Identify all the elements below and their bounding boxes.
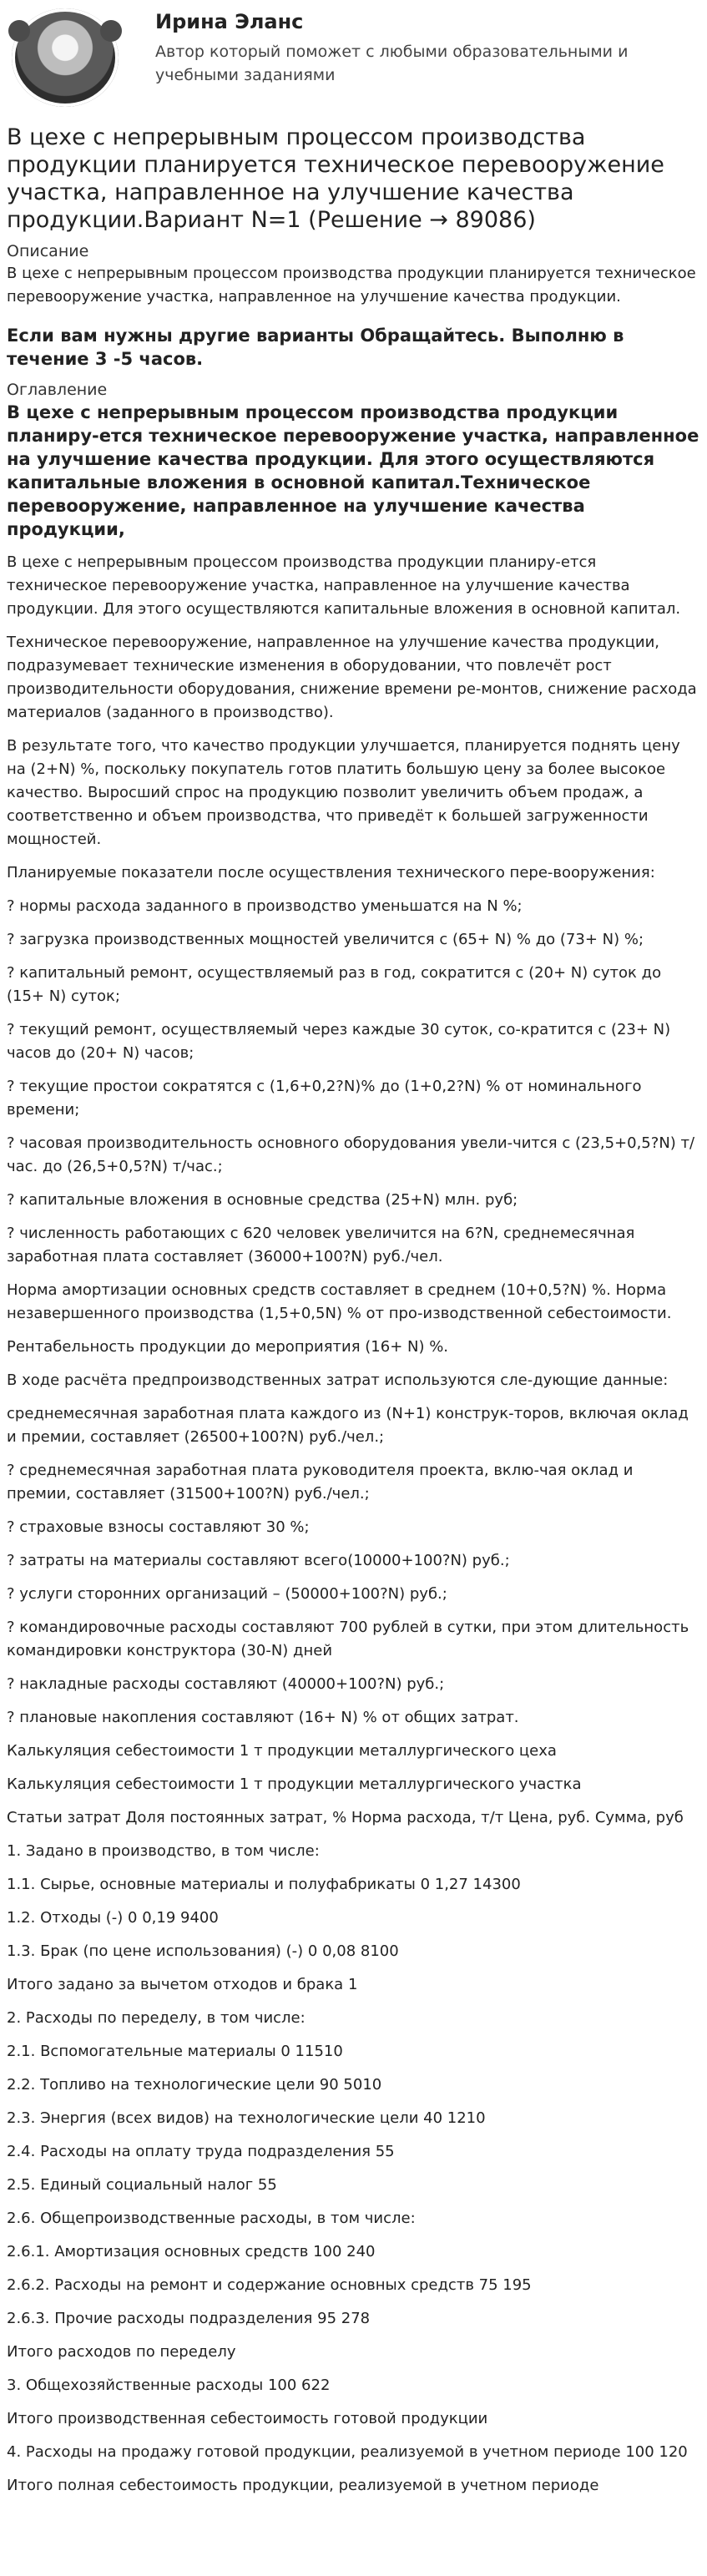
paragraph: ? капитальные вложения в основные средства (25+N) млн. руб; bbox=[7, 1191, 518, 1209]
paragraph: Итого расходов по переделу bbox=[7, 2343, 236, 2361]
description-text: В цехе с непрерывным процессом производства продукции планируется техническое перевооружение участка, направленное на улучшение качества продукции. bbox=[7, 265, 696, 306]
paragraph: 4. Расходы на продажу готовой продукции, реализуемой в учетном периоде 100 120 bbox=[7, 2443, 688, 2461]
author-avatar[interactable] bbox=[12, 8, 119, 107]
paragraph: Итого производственная себестоимость готовой продукции bbox=[7, 2410, 488, 2427]
paragraph: ? нормы расхода заданного в производство уменьшатся на N %; bbox=[7, 897, 523, 915]
paragraph: Норма амортизации основных средств составляет в среднем (10+0,5?N) %. Норма незавершенного производства (1,5+0,5N) % от про-изводственной себестоимости. bbox=[7, 1281, 672, 1322]
paragraph: Калькуляция себестоимости 1 т продукции металлургического участка bbox=[7, 1775, 582, 1793]
paragraph: ? загрузка производственных мощностей увеличится с (65+ N) % до (73+ N) %; bbox=[7, 931, 644, 948]
contact-callout: Если вам нужны другие варианты Обращайтесь. Выполню в течение 3 -5 часов. bbox=[7, 326, 624, 369]
paragraph: Рентабельность продукции до мероприятия (16+ N) %. bbox=[7, 1338, 449, 1356]
paragraph: 1.1. Сырье, основные материалы и полуфабрикаты 0 1,27 14300 bbox=[7, 1876, 521, 1893]
paragraph: 2.5. Единый социальный налог 55 bbox=[7, 2176, 277, 2194]
paragraph: ? текущий ремонт, осуществляемый через каждые 30 суток, со-кратится с (23+ N) часов до (20+ N) часов; bbox=[7, 1021, 671, 1062]
page-title: В цехе с непрерывным процессом производства продукции планируется техническое перевооружение участка, направленное на улучшение качества продукции.Вариант N=1 (Решение → 89086) bbox=[7, 124, 664, 233]
paragraph: ? среднемесячная заработная плата руководителя проекта, вклю-чая оклад и премии, составляет (31500+100?N) руб./чел.; bbox=[7, 1462, 634, 1503]
paragraph: ? текущие простои сократятся с (1,6+0,2?N)% до (1+0,2?N) % от номинального времени; bbox=[7, 1078, 642, 1119]
toc-title: В цехе с непрерывным процессом производства продукции планиру-ется техническое перевооружение участка, направленное на улучшение качества продукции. Для этого осуществляются капитальные вложения в основной капитал.Техническое перевооружение, направленное на улучшение качества продукции, bbox=[7, 402, 699, 539]
paragraph: Итого полная себестоимость продукции, реализуемой в учетном периоде bbox=[7, 2477, 599, 2494]
paragraph: 1.2. Отходы (-) 0 0,19 9400 bbox=[7, 1909, 219, 1927]
paragraph: В цехе с непрерывным процессом производства продукции планиру-ется техническое перевооружение участка, направленное на улучшение качества продукции. Для этого осуществляются капитальные вложения в основной капитал. bbox=[7, 553, 681, 618]
paragraph: 2.4. Расходы на оплату труда подразделения 55 bbox=[7, 2143, 395, 2160]
paragraph: ? часовая производительность основного оборудования увели-чится с (23,5+0,5?N) т/час. до (26,5+0,5?N) т/час.; bbox=[7, 1134, 695, 1175]
toc-label: Оглавление bbox=[7, 381, 108, 399]
paragraph: 2.6.2. Расходы на ремонт и содержание основных средств 75 195 bbox=[7, 2276, 532, 2294]
paragraph: Планируемые показатели после осуществления технического пере-вооружения: bbox=[7, 864, 655, 881]
description-label: Описание bbox=[7, 242, 89, 260]
page-content bbox=[0, 117, 707, 2498]
paragraph: Техническое перевооружение, направленное на улучшение качества продукции, подразумевает технические изменения в оборудовании, что повлечёт рост производительности оборудования, снижение времени ре-монтов, снижение расхода материалов (заданного в производство). bbox=[7, 634, 697, 721]
paragraph: 2.1. Вспомогательные материалы 0 11510 bbox=[7, 2043, 343, 2060]
paragraph: Статьи затрат Доля постоянных затрат, % Норма расхода, т/т Цена, руб. Сумма, руб bbox=[7, 1809, 684, 1826]
paragraph: 3. Общехозяйственные расходы 100 622 bbox=[7, 2376, 331, 2394]
paragraph: Калькуляция себестоимости 1 т продукции металлургического цеха bbox=[7, 1742, 557, 1760]
paragraph: ? услуги сторонних организаций – (50000+100?N) руб.; bbox=[7, 1585, 447, 1603]
author-bio: Автор который поможет с любыми образовательными и учебными заданиями bbox=[155, 43, 629, 84]
paragraph: Итого задано за вычетом отходов и брака 1 bbox=[7, 1976, 358, 1993]
paragraph: 2.6. Общепроизводственные расходы, в том числе: bbox=[7, 2210, 416, 2227]
paragraph: ? накладные расходы составляют (40000+100?N) руб.; bbox=[7, 1675, 445, 1693]
paragraph: ? плановые накопления составляют (16+ N) % от общих затрат. bbox=[7, 1709, 519, 1726]
paragraph: 2.6.1. Амортизация основных средств 100 240 bbox=[7, 2243, 376, 2260]
paragraph: 2.2. Топливо на технологические цели 90 5010 bbox=[7, 2076, 382, 2094]
paragraph: 1.3. Брак (по цене использования) (-) 0 0,08 8100 bbox=[7, 1942, 399, 1960]
paragraph: ? численность работающих с 620 человек увеличится на 6?N, среднемесячная заработная плата составляет (36000+100?N) руб./чел. bbox=[7, 1225, 635, 1265]
paragraph: ? командировочные расходы составляют 700 рублей в сутки, при этом длительность командировки конструктора (30-N) дней bbox=[7, 1619, 689, 1659]
author-header bbox=[0, 0, 707, 117]
paragraph: 1. Задано в производство, в том числе: bbox=[7, 1842, 320, 1860]
paragraph: В результате того, что качество продукции улучшается, планируется поднять цену на (2+N) %, поскольку покупатель готов платить большую цену за более высокое качество. Выросший спрос на продукцию позволит увеличить объем продаж, а соответственно и объем производства, что приведёт к большей загруженности мощностей. bbox=[7, 737, 680, 848]
paragraph: 2.3. Энергия (всех видов) на технологические цели 40 1210 bbox=[7, 2109, 486, 2127]
paragraph: среднемесячная заработная плата каждого из (N+1) конструк-торов, включая оклад и премии, составляет (26500+100?N) руб./чел.; bbox=[7, 1405, 689, 1446]
paragraphs bbox=[7, 551, 700, 2498]
author-name[interactable]: Ирина Эланс bbox=[155, 10, 304, 33]
paragraph: ? капитальный ремонт, осуществляемый раз в год, сократится с (20+ N) суток до (15+ N) суток; bbox=[7, 964, 662, 1005]
paragraph: 2. Расходы по переделу, в том числе: bbox=[7, 2009, 306, 2027]
paragraph: ? затраты на материалы составляют всего(10000+100?N) руб.; bbox=[7, 1552, 510, 1569]
paragraph: ? страховые взносы составляют 30 %; bbox=[7, 1518, 310, 1536]
paragraph: 2.6.3. Прочие расходы подразделения 95 278 bbox=[7, 2310, 371, 2327]
paragraph: В ходе расчёта предпроизводственных затрат используются сле-дующие данные: bbox=[7, 1371, 669, 1389]
